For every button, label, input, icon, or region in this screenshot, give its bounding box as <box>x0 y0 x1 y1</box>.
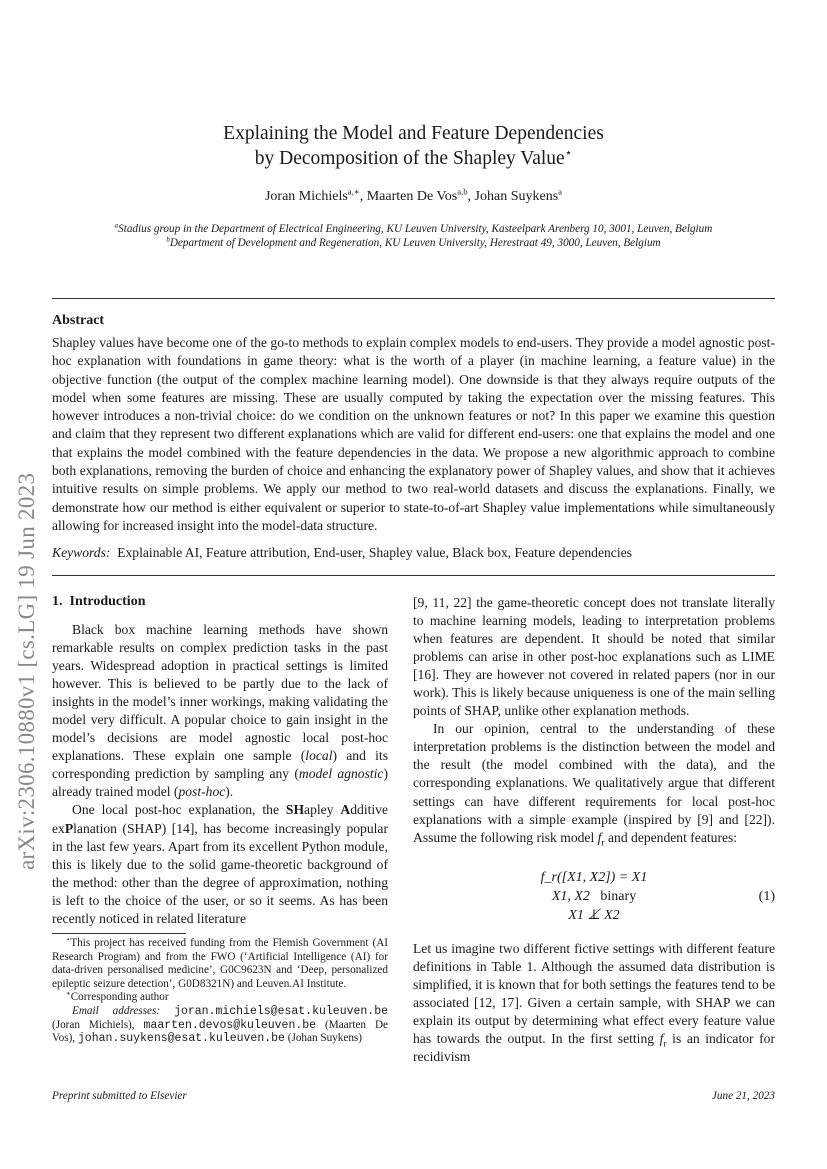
footnote-rule <box>52 933 186 934</box>
keywords <box>52 545 775 561</box>
section-number: 1. <box>52 594 63 609</box>
footnote-mark: ⋆ <box>66 935 71 944</box>
text-run: Black box machine learning methods have shown remarkable results on complex prediction tasks in the past years. Widespread adoption in practical settings is limited however. This is believed to be partly due to the lack of insights in the model’s inner workings, making validating the model very difficult. A popular choice to gain insight in the model’s decisions are model agnostic local post-hoc explanations. These explain one sample ( <box>52 622 388 764</box>
abstract-heading: Abstract <box>52 313 105 328</box>
text-run: r <box>663 1039 667 1050</box>
title-line-1: Explaining the Model and Feature Dependencies <box>223 123 604 144</box>
affil-text: Department of Development and Regeneration, KU Leuven University, Herestraat 49, 3000, Leuven, Belgium <box>169 237 661 249</box>
email-link[interactable]: joran.michiels@esat.kuleuven.be <box>174 1004 388 1018</box>
equation-line: f_r([X1, X2]) = X1 <box>540 870 648 885</box>
text-run: P <box>64 820 74 836</box>
text-run: SH <box>285 802 305 818</box>
text-run: post-hoc <box>178 784 226 800</box>
equation-word: binary <box>600 889 637 904</box>
author: Johan Suykens <box>474 189 559 204</box>
text-run: apley <box>304 802 341 818</box>
text-run: dditive ex <box>52 802 388 836</box>
title-line-2: by Decomposition of the Shapley Value <box>254 148 565 169</box>
email-label: Email addresses: <box>72 1004 161 1017</box>
right-column <box>413 594 775 847</box>
text-run: f <box>659 1031 664 1047</box>
author-affil-mark: a,b <box>457 186 468 197</box>
affiliations <box>0 222 827 250</box>
keywords-text: Explainable AI, Feature attribution, End-user, Shapley value, Black box, Feature dependencies <box>117 545 632 560</box>
author-affil-mark: a <box>558 186 563 197</box>
email-link[interactable]: johan.suykens@esat.kuleuven.be <box>77 1032 285 1046</box>
equation-number: (1) <box>758 889 775 904</box>
paragraph <box>52 621 388 801</box>
paper-title <box>0 121 827 171</box>
email-owner: (Johan Suykens) <box>287 1032 363 1045</box>
text-run: One local post-hoc explanation, the <box>72 802 286 818</box>
text-run: r <box>601 838 605 849</box>
funding-footnote: This project has received funding from the Flemish Government (AI Research Program) and from the FWO (‘Artificial Intelligence (AI) for data-driven personalised medicine’, G0C9623N and ‘Deep, personalized epileptic seizure detection’, G0D8321N) and Leuven.AI Institute. <box>52 937 388 990</box>
text-run: and dependent features: <box>604 829 738 845</box>
right-column-continued <box>413 940 775 1066</box>
affil-mark: a <box>114 221 119 230</box>
text-run: model agnostic <box>298 766 384 782</box>
text-run: ). <box>225 784 234 800</box>
text-run: In our opinion, central to the understanding of these interpretation problems is the distinction between the model and the result (the model combined with the data), and the corresponding explanations. We qualitatively argue that different settings can have different requirements for local post-hoc explanations with a simple example (inspired by [9] and [22]). Assume the following risk model <box>413 721 775 845</box>
email-owner: (Joran Michiels), <box>52 1018 135 1031</box>
left-column <box>52 621 388 928</box>
equation-1 <box>413 868 775 925</box>
text-run: ) and its corresponding prediction by sampling any ( <box>52 748 389 782</box>
text-run: [9, 11, 22] the game-theoretic concept does not translate literally to machine learning models, leading to interpretation problems when features are dependent. It should be noted that similar problems can arise in other post-hoc explanations such as LIME [16]. They are however not covered in related papers (nor in our work). This is likely because uniqueness is one of the main selling points of SHAP, unlike other explanation methods. <box>413 595 775 719</box>
title-footnote-mark: ⋆ <box>564 145 573 160</box>
affiliation <box>0 236 827 250</box>
text-run: f <box>597 829 602 845</box>
paragraph <box>413 720 775 849</box>
author: Joran Michiels <box>264 189 348 204</box>
divider <box>52 298 775 299</box>
abstract-text: Shapley values have become one of the go-to methods to explain complex models to end-users. They provide a model agnostic post-hoc explanation with foundations in game theory: what is the worth of a player (in machine learning, a feature value) in the objective function (the output of the complex machine learning model). One downside is that they always require outputs of the model when some features are missing. These are usually computed by taking the expectation over the missing features. This however introduces a non-trivial choice: do we condition on the unknown features or not? In this paper we examine this question and claim that they represent two different explanations which are valid for different end-users: one that explains the model and one that explains the model combined with the feature dependencies in the data. We propose a new algorithmic approach to combine both explanations, removing the burden of choice and enhancing the explanatory power of Shapley values, and show that it achieves intuitive results on simple problems. We apply our method to two real-world datasets and discuss the explanations. Finally, we demonstrate how our method is either equivalent or superior to state-to-of-art Shapley value implementations while simultaneously allowing for increased insight into the model-data structure. <box>52 335 775 533</box>
author-list: Joran Michiels$^{a,∗}$, Maarten De Vos$^{a,b}$, Johan Suykens$^a$ <box>264 186 563 204</box>
affil-text: Stadius group in the Department of Electrical Engineering, KU Leuven University, Kasteelpark Arenberg 10, 3001, Leuven, Belgium <box>118 223 713 235</box>
affiliation <box>0 222 827 236</box>
footnote-mark: ∗ <box>66 989 71 998</box>
equation-vars: X1, X2 <box>551 889 590 904</box>
text-run: lanation (SHAP) [14], has become increasingly popular in the last few years. Apart from its excellent Python module, this is likely due to the solid game-theoretic background of the method: other than the degree of approximation, nothing is left to the choice of the user, or so it seems. As has been recently noticed in related literature <box>52 820 388 926</box>
email-link[interactable]: maarten.devos@kuleuven.be <box>143 1018 317 1032</box>
text-run: is an indicator for recidivism <box>413 1031 775 1065</box>
author: Maarten De Vos <box>366 189 458 204</box>
divider <box>52 575 775 576</box>
equation-line: X1 ⊥̸ X2 <box>568 908 620 923</box>
email-owner: (Maarten De Vos), <box>52 1018 389 1045</box>
affil-mark: b <box>166 235 170 244</box>
footer-left: Preprint submitted to Elsevier <box>52 1090 187 1102</box>
paragraph <box>413 594 775 720</box>
text-run: local <box>305 748 333 764</box>
paragraph <box>413 940 775 1066</box>
section-title: Introduction <box>69 594 146 609</box>
equation-line <box>413 887 775 906</box>
text-run: A <box>340 802 351 818</box>
keywords-label: Keywords: <box>52 545 111 560</box>
text-run: Let us imagine two different fictive settings with different feature definitions in Table 1. Although the assumed data distribution is simplified, it is known that for both settings the features tend to be associated [12, 17]. Given a certain sample, with SHAP we can explain its output by determining what effect every feature value has towards the output. In the first setting <box>413 941 775 1047</box>
author-affil-mark: a,∗ <box>347 186 360 197</box>
footnotes <box>52 937 388 1046</box>
arxiv-identifier: arXiv:2306.10880v1 [cs.LG] 19 Jun 2023 <box>14 472 39 870</box>
section-heading <box>52 594 145 610</box>
text-run: ) already trained model ( <box>52 766 388 800</box>
footer-date: June 21, 2023 <box>711 1090 775 1102</box>
paragraph <box>52 801 388 927</box>
corresponding-footnote: Corresponding author <box>70 991 169 1004</box>
